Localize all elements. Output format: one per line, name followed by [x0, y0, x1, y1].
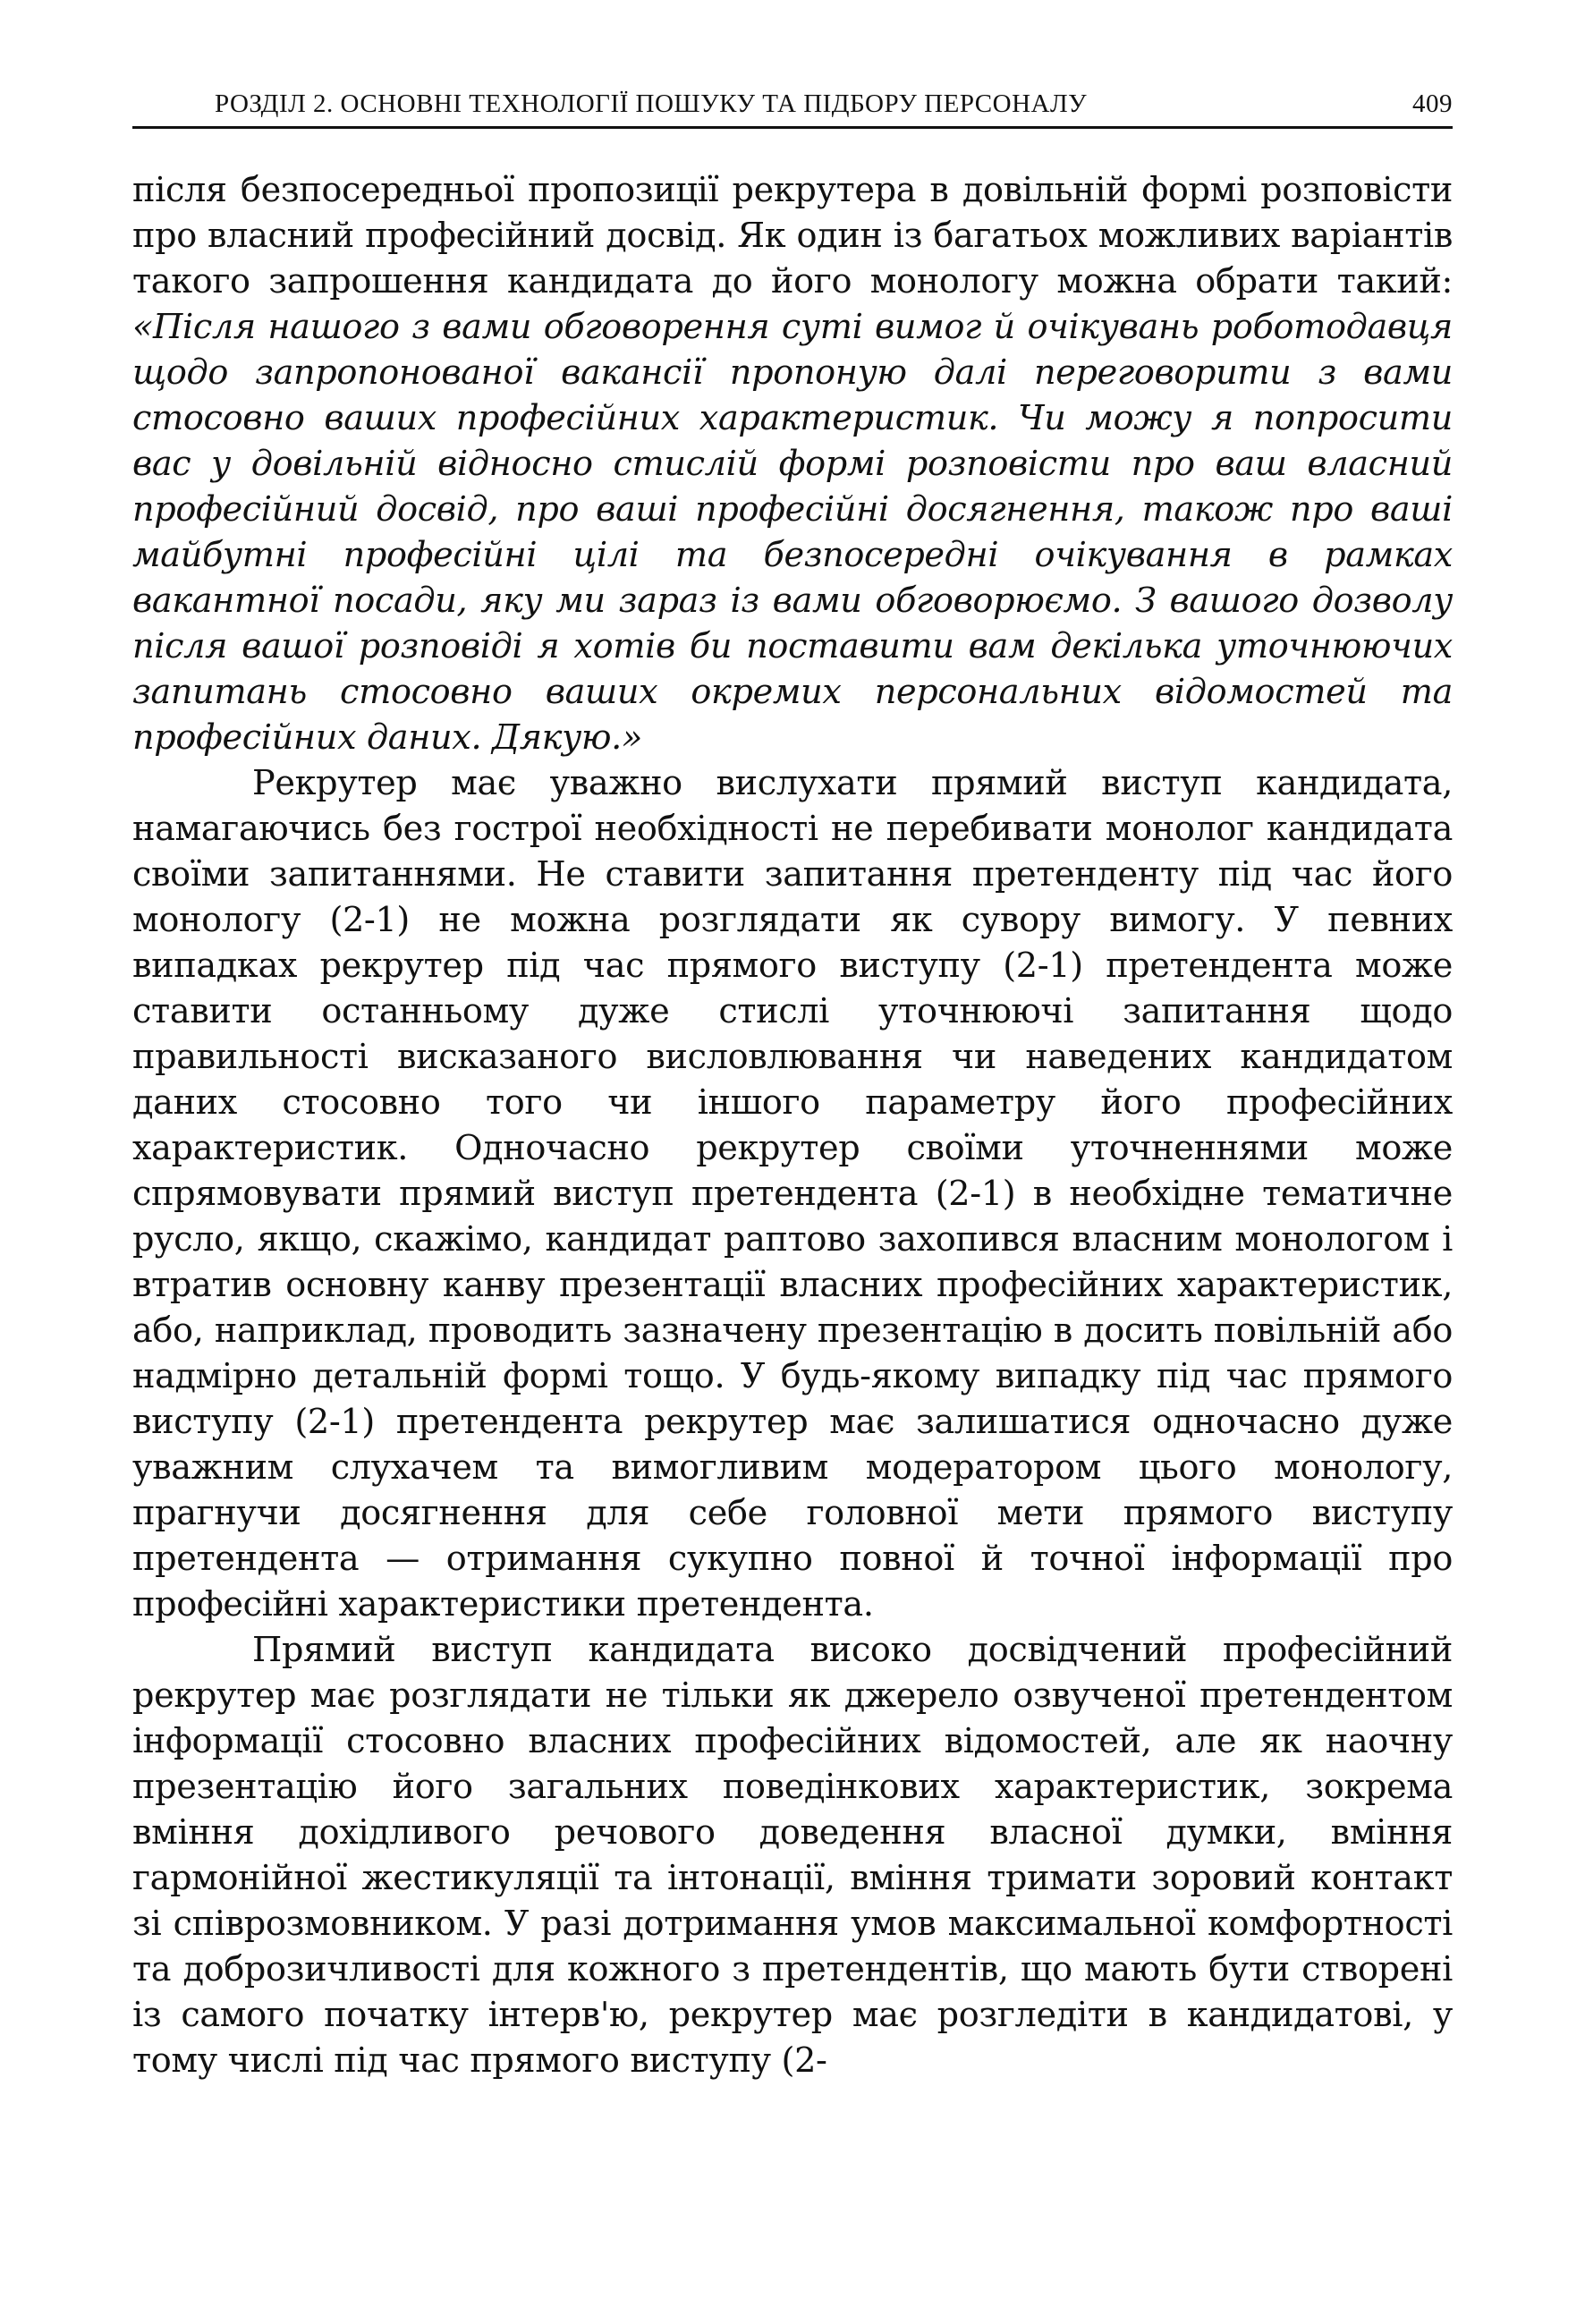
paragraph-1: [132, 168, 1453, 761]
chapter-title: РОЗДІЛ 2. ОСНОВНІ ТЕХНОЛОГІЇ ПОШУКУ ТА ПІДБОРУ ПЕРСОНАЛУ: [215, 89, 1088, 118]
body-text: [132, 168, 1453, 2084]
paragraph-3: Прямий виступ кандидата високо досвідчений професійний рекрутер має розглядати не тільки як джерело озвученої претендентом інформації стосовно власних професійних відомостей, але як наочну презентацію його загальних поведінкових характеристик, зокрема вміння дохідливого речового доведення власної думки, вміння гармонійної жестикуляції та інтонації, вміння тримати зоровий контакт зі співрозмовником. У разі дотримання умов максимальної комфортності та доброзичливості для кожного з претендентів, що мають бути створені із самого початку інтерв'ю, рекрутер має розгледіти в кандидатові, у тому числі під час прямого виступу (2-: [132, 1631, 1453, 2081]
running-header: [132, 89, 1453, 129]
paragraph-2: Рекрутер має уважно вислухати прямий виступ кандидата, намагаючись без гострої необхідності не перебивати монолог кандидата своїми запитаннями. Не ставити запитання претенденту під час його монологу (2-1) не можна розглядати як сувору вимогу. У певних випадках рекрутер під час прямого виступу (2-1) претендента може ставити останньому дуже стислі уточнюючі запитання щодо правильності висказаного висловлювання чи наведених кандидатом даних стосовно того чи іншого параметру його професійних характеристик. Одночасно рекрутер своїми уточненнями може спрямовувати прямий виступ претендента (2-1) в необхідне тематичне русло, якщо, скажімо, кандидат раптово захопився власним монологом і втратив основну канву презентації власних професійних характеристик, або, наприклад, проводить зазначену презентацію в досить повільній або надмірно детальній формі тощо. У будь-якому випадку під час прямого виступу (2-1) претендента рекрутер має залишатися одночасно дуже уважним слухачем та вимогливим модератором цього монологу, прагнучи досягнення для себе головної мети прямого виступу претендента — отримання сукупно повної й точної інформації про професійні характеристики претендента.: [132, 764, 1453, 1624]
paragraph-1-text: після безпосередньої пропозиції рекрутера в довільній формі розповісти про власний професійний досвід. Як один із багатьох можливих варіантів такого запрошення кандидата до його монологу можна обрати такий:: [132, 171, 1453, 301]
page-number: 409: [1412, 89, 1453, 118]
italic-quote: «Після нашого з вами обговорення суті вимог й очікувань роботодавця щодо запропонованої вакансії пропоную далі переговорити з вами стосовно ваших професійних характеристик. Чи можу я попросити вас у довільній відносно стислій формі розповісти про ваш власний професійний досвід, про ваші професійні досягнення, також про ваші майбутні професійні цілі та безпосередні очікування в рамках вакантної посади, яку ми зараз із вами обговорюємо. З вашого дозволу після вашої розповіді я хотів би поставити вам декілька уточнюючих запитань стосовно ваших окремих персональних відомостей та професійних даних. Дякую.»: [132, 308, 1453, 758]
book-page: [132, 89, 1453, 2084]
